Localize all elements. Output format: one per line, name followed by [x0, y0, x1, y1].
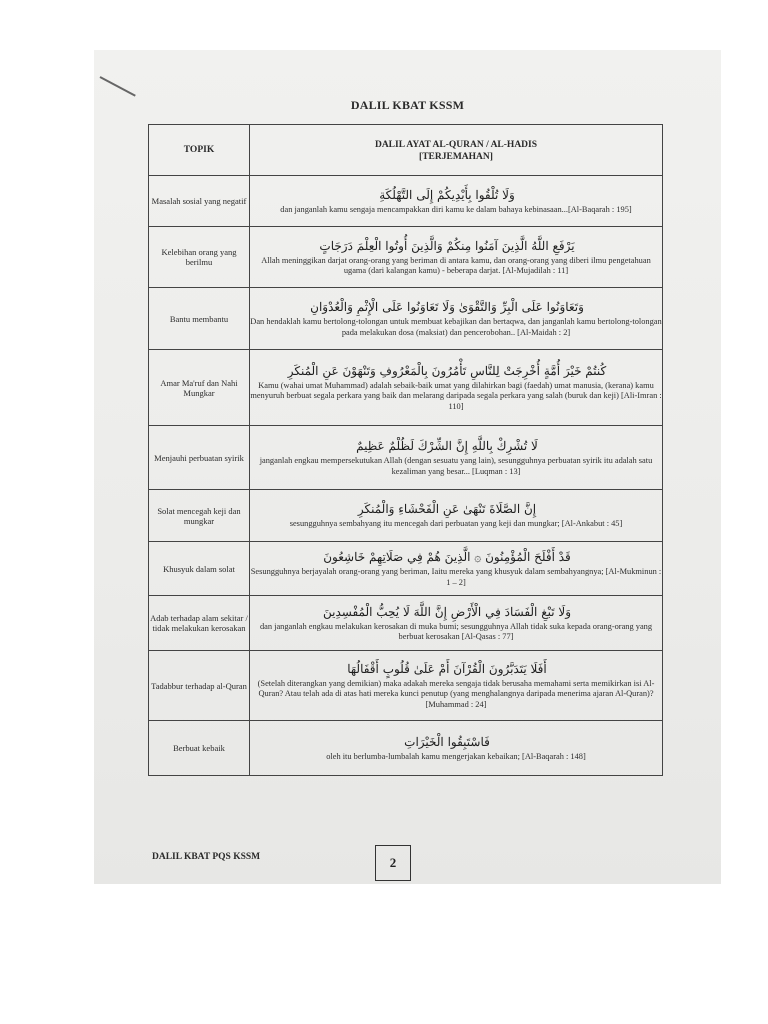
arabic-verse: لَا تُشْرِكْ بِاللَّهِ إِنَّ الشِّرْكَ لَظُلْمٌ عَظِيمٌ [356, 439, 538, 454]
table-row [149, 176, 663, 227]
table-row [149, 426, 663, 490]
table-row [149, 350, 663, 426]
row-content [250, 721, 663, 776]
document-title: DALIL KBAT KSSM [350, 98, 465, 112]
translation-text: Kamu (wahai umat Muhammad) adalah sebaik-baik umat yang dilahirkan bagi (faedah) umat manusia, (kerana) kamu menyuruh berbuat segala perkara yang baik dan melarang daripada segala perkara yang salah (buruk dan keji) [Ali-Imran : 110] [250, 381, 662, 411]
row-topic: Tadabbur terhadap al-Quran [149, 651, 250, 721]
arabic-verse: قَدْ أَفْلَحَ الْمُؤْمِنُونَ ۞ الَّذِينَ هُمْ فِي صَلَاتِهِمْ خَاشِعُونَ [323, 550, 571, 565]
row-content [250, 227, 663, 288]
page-number-box: 2 [375, 845, 411, 881]
row-content [250, 651, 663, 721]
pen-mark [100, 76, 136, 97]
table-row [149, 542, 663, 596]
row-content [250, 490, 663, 542]
table-row [149, 227, 663, 288]
row-content [250, 288, 663, 350]
row-topic: Solat mencegah keji dan mungkar [149, 490, 250, 542]
dalil-table [148, 124, 663, 776]
translation-text: oleh itu berlumba-lumbalah kamu mengerjakan kebaikan; [Al-Baqarah : 148] [326, 751, 586, 761]
translation-text: janganlah engkau mempersekutukan Allah (dengan sesuatu yang lain), sesungguhnya perbuatan syirik itu adalah satu kezaliman yang besar... [Luqman : 13] [259, 456, 653, 476]
header-topik: TOPIK [149, 125, 250, 176]
arabic-verse: وَلَا تُلْقُوا بِأَيْدِيكُمْ إِلَى التَّهْلُكَةِ [379, 187, 515, 202]
table-row [149, 721, 663, 776]
translation-text: sesungguhnya sembahyang itu mencegah dari perbuatan yang keji dan mungkar; [Al-Ankabut : 45] [289, 519, 623, 529]
arabic-verse: إِنَّ الصَّلَاةَ تَنْهَىٰ عَنِ الْفَحْشَاءِ وَالْمُنكَرِ [357, 502, 537, 517]
arabic-verse: وَلَا تَبْغِ الْفَسَادَ فِي الْأَرْضِ إِنَّ اللَّهَ لَا يُحِبُّ الْمُفْسِدِينَ [322, 604, 572, 619]
arabic-verse: أَفَلَا يَتَدَبَّرُونَ الْقُرْآنَ أَمْ عَلَىٰ قُلُوبٍ أَقْفَالُهَا [347, 662, 547, 677]
arabic-verse: فَاسْتَبِقُوا الْخَيْرَاتِ [404, 734, 490, 749]
table-row [149, 490, 663, 542]
row-topic: Khusyuk dalam solat [149, 542, 250, 596]
footer-label: DALIL KBAT PQS KSSM [152, 852, 261, 862]
row-topic: Berbuat kebaik [149, 721, 250, 776]
row-content [250, 426, 663, 490]
row-topic: Kelebihan orang yang berilmu [149, 227, 250, 288]
table-header-row [149, 125, 663, 176]
row-topic: Amar Ma'ruf dan Nahi Mungkar [149, 350, 250, 426]
row-topic: Adab terhadap alam sekitar / tidak melakukan kerosakan [149, 596, 250, 651]
row-topic: Menjauhi perbuatan syirik [149, 426, 250, 490]
row-topic: Masalah sosial yang negatif [149, 176, 250, 227]
translation-text: Sesungguhnya berjayalah orang-orang yang beriman, Iaitu mereka yang khusyuk dalam sembahyangnya; [Al-Mukminun : 1 – 2] [250, 567, 662, 587]
translation-text: dan janganlah engkau melakukan kerosakan di muka bumi; sesungguhnya Allah tidak suka kepada orang-orang yang berbuat kerosakan [Al-Qasas : 77] [259, 621, 653, 641]
arabic-verse: يَرْفَعِ اللَّهُ الَّذِينَ آمَنُوا مِنكُمْ وَالَّذِينَ أُوتُوا الْعِلْمَ دَرَجَاتٍ [319, 238, 575, 253]
translation-text: dan janganlah kamu sengaja mencampakkan diri kamu ke dalam bahaya kebinasaan...[Al-Baqarah : 195] [280, 204, 632, 214]
header-dalil [250, 125, 663, 176]
table-row [149, 651, 663, 721]
table-row [149, 288, 663, 350]
translation-text: (Setelah diterangkan yang demikian) maka adakah mereka sengaja tidak berusaha memahami serta memikirkan isi Al-Quran? Atau telah ada di atas hati mereka kunci penutup (yang menghalangnya daripada menerima ajaran Al-Quran)? [Muhammad : 24] [257, 679, 655, 709]
arabic-verse: وَتَعَاوَنُوا عَلَى الْبِرِّ وَالتَّقْوَىٰ وَلَا تَعَاوَنُوا عَلَى الْإِثْمِ وَالْعُدْوَانِ [310, 300, 584, 315]
translation-text: Allah meninggikan darjat orang-orang yang beriman di antara kamu, dan orang-orang yang diberi ilmu pengetahuan ugama (dari kalangan kamu) - beberapa darjat. [Al-Mujadilah : 11] [261, 255, 651, 275]
row-topic: Bantu membantu [149, 288, 250, 350]
table-row [149, 596, 663, 651]
row-content [250, 596, 663, 651]
arabic-verse: كُنتُمْ خَيْرَ أُمَّةٍ أُخْرِجَتْ لِلنَّاسِ تَأْمُرُونَ بِالْمَعْرُوفِ وَتَنْهَوْنَ عَنِ الْمُنكَرِ [287, 364, 607, 379]
row-content [250, 350, 663, 426]
row-content [250, 176, 663, 227]
header-dalil-title: DALIL AYAT AL-QURAN / AL-HADIS [374, 140, 538, 150]
header-dalil-subtitle: [TERJEMAHAN] [419, 152, 493, 162]
row-content [250, 542, 663, 596]
translation-text: Dan hendaklah kamu bertolong-tolongan untuk membuat kebajikan dan bertaqwa, dan janganlah kamu bertolong-tolongan pada melakukan dosa (maksiat) dan pencerobohan.. [Al-Maidah : 2] [250, 317, 662, 337]
document-photo [94, 50, 721, 884]
